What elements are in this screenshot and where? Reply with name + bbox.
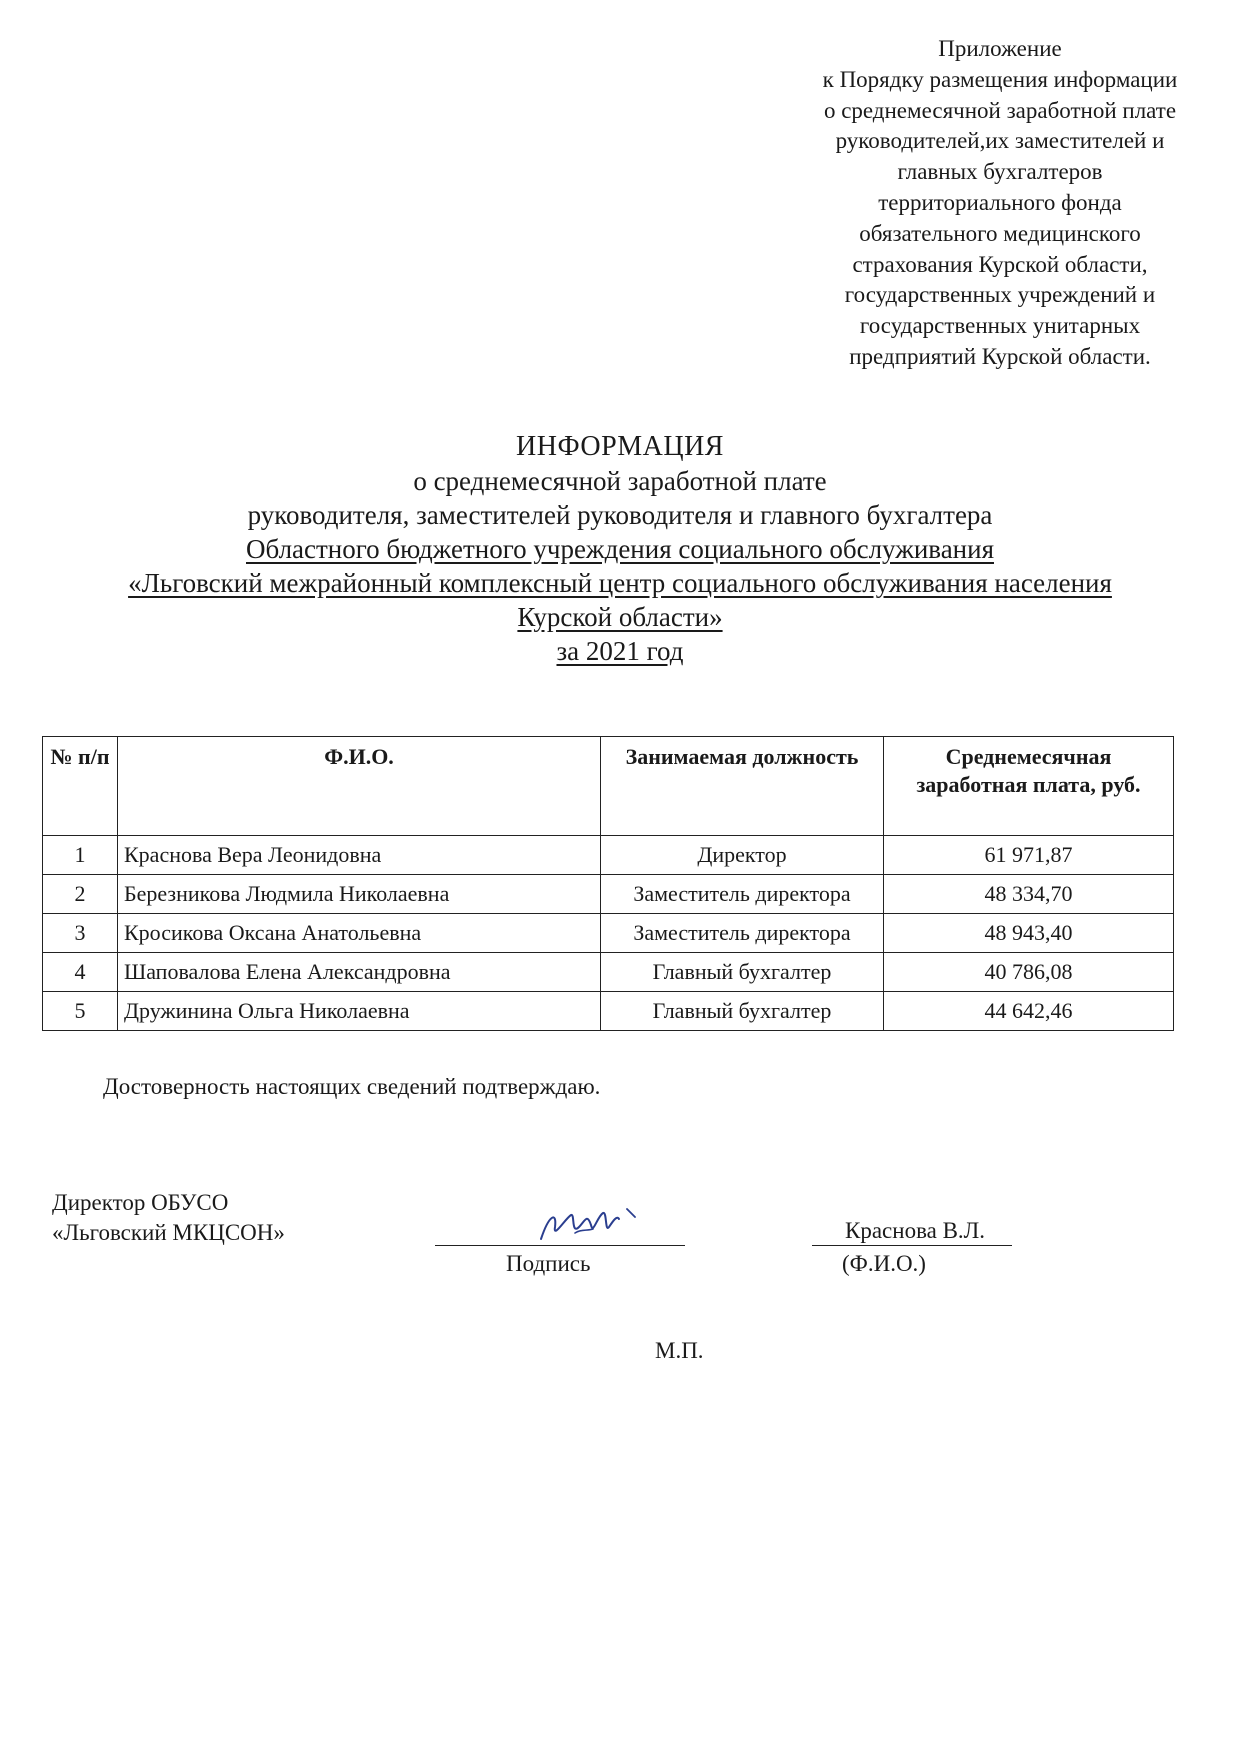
row-position: Заместитель директора [601, 914, 884, 953]
name-line [812, 1245, 1012, 1246]
row-name: Кросикова Оксана Анатольевна [118, 914, 601, 953]
row-name: Дружинина Ольга Николаевна [118, 992, 601, 1031]
title-line: руководителя, заместителей руководителя и главного бухгалтера [247, 500, 993, 530]
signatory-name: Краснова В.Л. [845, 1218, 986, 1243]
row-num: 4 [43, 953, 118, 992]
row-position: Директор [601, 836, 884, 875]
row-salary: 44 642,46 [884, 992, 1174, 1031]
row-position: Главный бухгалтер [601, 992, 884, 1031]
row-salary: 61 971,87 [884, 836, 1174, 875]
table-row [43, 836, 1174, 875]
table-header-row [43, 737, 1174, 836]
institution-name: Областного бюджетного учреждения социального обслуживания [246, 534, 994, 564]
document-title [30, 430, 1210, 668]
appendix-line: о среднемесячной заработной плате [823, 97, 1177, 123]
row-position: Главный бухгалтер [601, 953, 884, 992]
appendix-line: руководителей,их заместителей и [835, 128, 1165, 154]
salary-table [42, 736, 1174, 1031]
stamp-label: М.П. [655, 1338, 704, 1363]
table-row [43, 914, 1174, 953]
appendix-line: к Порядку размещения информации [822, 66, 1178, 92]
institution-name: Курской области» [517, 602, 723, 632]
institution-name: «Льговский межрайонный комплексный центр социального обслуживания населения [128, 568, 1112, 598]
confirmation-text: Достоверность настоящих сведений подтверждаю. [103, 1074, 601, 1099]
header-num: № п/п [43, 737, 118, 836]
title-heading: ИНФОРМАЦИЯ [516, 431, 724, 462]
signatory-role-line: «Льговский МКЦСОН» [52, 1220, 285, 1245]
row-num: 3 [43, 914, 118, 953]
row-num: 5 [43, 992, 118, 1031]
name-label: (Ф.И.О.) [842, 1251, 926, 1276]
report-period: за 2021 год [556, 636, 684, 666]
appendix-note [770, 34, 1230, 373]
row-salary: 48 334,70 [884, 875, 1174, 914]
appendix-line: обязательного медицинского [859, 220, 1141, 246]
appendix-line: Приложение [938, 36, 1062, 61]
signatory-role-line: Директор ОБУСО [52, 1190, 229, 1215]
row-num: 1 [43, 836, 118, 875]
appendix-line: территориального фонда [878, 189, 1122, 215]
appendix-line: государственных унитарных [859, 313, 1141, 339]
table-row [43, 953, 1174, 992]
table-row [43, 992, 1174, 1031]
signatory-role [52, 1188, 285, 1248]
signature-line [435, 1245, 685, 1246]
table-row [43, 875, 1174, 914]
handwritten-signature [535, 1205, 645, 1249]
appendix-line: главных бухгалтеров [897, 159, 1103, 185]
signature-label: Подпись [506, 1251, 591, 1276]
row-num: 2 [43, 875, 118, 914]
appendix-line: предприятий Курской области. [849, 343, 1151, 369]
appendix-line: страхования Курской области, [852, 251, 1148, 277]
header-position: Занимаемая должность [601, 737, 884, 836]
header-name: Ф.И.О. [118, 737, 601, 836]
row-salary: 48 943,40 [884, 914, 1174, 953]
header-salary: Среднемесячная заработная плата, руб. [884, 737, 1174, 836]
row-name: Краснова Вера Леонидовна [118, 836, 601, 875]
row-name: Шаповалова Елена Александровна [118, 953, 601, 992]
row-name: Березникова Людмила Николаевна [118, 875, 601, 914]
row-position: Заместитель директора [601, 875, 884, 914]
appendix-line: государственных учреждений и [844, 282, 1156, 308]
title-line: о среднемесячной заработной плате [413, 466, 827, 496]
row-salary: 40 786,08 [884, 953, 1174, 992]
